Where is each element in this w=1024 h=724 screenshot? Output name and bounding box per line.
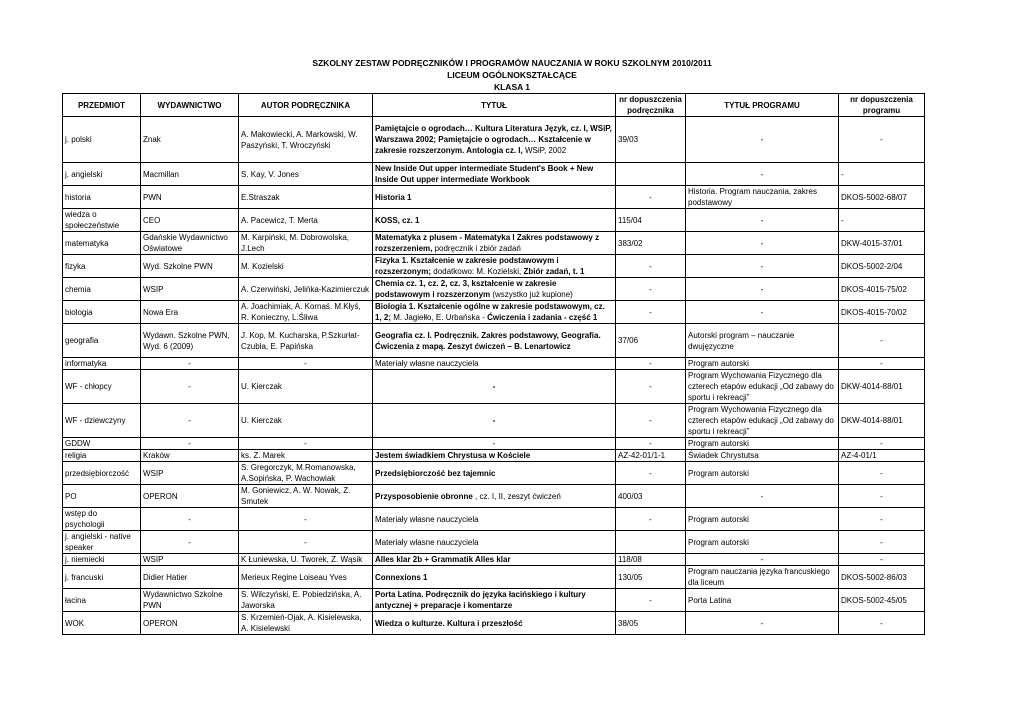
cell-publisher: WSIP [141, 554, 239, 566]
cell-book-permit: - [616, 255, 686, 278]
cell-title [373, 163, 616, 186]
cell-program-permit: - [839, 117, 925, 163]
cell-subject: j. niemiecki [63, 554, 141, 566]
cell-program-permit: - [839, 508, 925, 531]
cell-subject: j. angielski [63, 163, 141, 186]
cell-author: M. Goniewicz, A. W. Nowak, Z. Smutek [239, 485, 373, 508]
cell-program-title: Świadek Chrystutsa [686, 450, 839, 462]
cell-program-permit: - [839, 531, 925, 554]
cell-book-permit: 118/08 [616, 554, 686, 566]
cell-subject: geografia [63, 324, 141, 358]
cell-title [373, 301, 616, 324]
cell-program-title: - [686, 117, 839, 163]
cell-title [373, 186, 616, 209]
cell-program-title: Program nauczania języka francuskiego dla liceum [686, 566, 839, 589]
cell-book-permit [616, 163, 686, 186]
table-row [63, 370, 925, 404]
cell-book-permit: - [616, 370, 686, 404]
cell-author: A. Joachimiak, A. Kornaś. M.Kłyś, R. Konieczny, L.Śliwa [239, 301, 373, 324]
cell-program-title: - [686, 163, 839, 186]
cell-program-title: - [686, 554, 839, 566]
table-row [63, 438, 925, 450]
header-book-permit: nr dopuszczenia podręcznika [616, 94, 686, 117]
cell-author: S. Kay, V. Jones [239, 163, 373, 186]
cell-book-permit: 38/05 [616, 612, 686, 635]
cell-program-permit: DKOS-5002-86/03 [839, 566, 925, 589]
cell-program-permit: DKOS-4015-75/02 [839, 278, 925, 301]
cell-program-permit: DKOS-5002-45/05 [839, 589, 925, 612]
cell-program-title: Porta Latina [686, 589, 839, 612]
cell-author: E.Straszak [239, 186, 373, 209]
title-text-t1: Geografia cz. I. Podręcznik. Zakres podstawowy, Geografia. Ćwiczenia z mapą. Zeszyt ćwiczeń – B. Lenartowicz [375, 330, 601, 351]
cell-subject: WF - chłopcy [63, 370, 141, 404]
title-text-t2: Materiały własne nauczyciela [375, 537, 479, 547]
textbook-table [62, 93, 925, 635]
title-text-t1: Pamiętajcie o ogrodach… Kultura Literatura Język, cz. I, WSiP, Warszawa 2002; Pamiętajcie o ogrodach… Kształcenie w zakresie rozszerzonym. Antologia cz. I, [375, 124, 612, 155]
cell-program-permit: DKW-4014-88/01 [839, 404, 925, 438]
cell-title [373, 589, 616, 612]
cell-subject: j. polski [63, 117, 141, 163]
title-text-t1: Historia 1 [375, 192, 412, 202]
cell-program-permit: DKW-4014-88/01 [839, 370, 925, 404]
cell-publisher: OPERON [141, 485, 239, 508]
cell-publisher: Wydawn. Szkolne PWN, Wyd. 6 (2009) [141, 324, 239, 358]
cell-subject: WOK [63, 612, 141, 635]
cell-book-permit: 115/04 [616, 209, 686, 232]
title-text-t1: Alles klar 2b + Grammatik Alles klar [375, 555, 511, 564]
cell-book-permit: 37/06 [616, 324, 686, 358]
cell-title [373, 438, 616, 450]
cell-publisher: - [141, 531, 239, 554]
cell-program-permit: - [839, 358, 925, 370]
cell-subject: WF - dziewczyny [63, 404, 141, 438]
cell-book-permit: - [616, 589, 686, 612]
title-text-t2: Materiały własne nauczyciela [375, 514, 479, 524]
title-text-t2: - [492, 439, 496, 448]
cell-publisher: Gdańskie Wydawnictwo Oświatowe [141, 232, 239, 255]
cell-author: M. Kozielski [239, 255, 373, 278]
cell-book-permit: - [616, 462, 686, 485]
cell-book-permit: AZ-42-01/1-1 [616, 450, 686, 462]
cell-program-permit: - [839, 612, 925, 635]
cell-program-title: Program Wychowania Fizycznego dla czterech etapów edukacji „Od zabawy do sportu i rekreacji” [686, 404, 839, 438]
table-row [63, 508, 925, 531]
cell-title [373, 531, 616, 554]
table-row [63, 531, 925, 554]
cell-publisher: Kraków [141, 450, 239, 462]
cell-subject: GDDW [63, 438, 141, 450]
cell-publisher: Didier Hatier [141, 566, 239, 589]
cell-author: U. Kierczak [239, 404, 373, 438]
cell-program-title: - [686, 209, 839, 232]
header-title: TYTUŁ [373, 94, 616, 117]
cell-title [373, 324, 616, 358]
table-row [63, 324, 925, 358]
cell-program-title: - [686, 301, 839, 324]
cell-book-permit: 383/02 [616, 232, 686, 255]
cell-program-title: Historia. Program nauczania, zakres podstawowy [686, 186, 839, 209]
cell-program-permit: AZ-4-01/1 [839, 450, 925, 462]
cell-title [373, 370, 616, 404]
title-text-t3: Zbiór zadań, t. 1 [523, 267, 585, 276]
cell-publisher: - [141, 370, 239, 404]
cell-subject: wiedza o społeczeństwie [63, 209, 141, 232]
cell-subject: j. francuski [63, 566, 141, 589]
table-row [63, 404, 925, 438]
cell-author: ks. Z. Marek [239, 450, 373, 462]
cell-title [373, 508, 616, 531]
cell-program-permit: DKOS-5002-68/07 [839, 186, 925, 209]
title-text-t2: podręcznik i zbiór zadań [432, 244, 521, 253]
title-text-t2: Materiały własne nauczyciela [375, 359, 479, 368]
cell-publisher: Wyd. Szkolne PWN [141, 255, 239, 278]
cell-title [373, 566, 616, 589]
cell-title [373, 404, 616, 438]
title-text-t1: Chemia cz. 1, cz. 2, cz. 3, kształcenie w zakresie podstawowym i rozszerzonym [375, 279, 557, 299]
cell-program-permit: - [839, 554, 925, 566]
cell-subject: informatyka [63, 358, 141, 370]
cell-book-permit: - [616, 438, 686, 450]
cell-publisher: Nowa Era [141, 301, 239, 324]
table-row [63, 358, 925, 370]
title-text-t2: (wszystko już kupione) [490, 290, 573, 299]
title-text-t2: , cz. I, II, zeszyt ćwiczeń [472, 491, 561, 501]
title-text-t3: Ćwiczenia i zadania - część 1 [487, 313, 598, 322]
cell-title [373, 612, 616, 635]
cell-subject: PO [63, 485, 141, 508]
title-text-t1: - [492, 416, 496, 425]
cell-publisher: Wydawnictwo Szkolne PWN [141, 589, 239, 612]
table-row [63, 117, 925, 163]
header-subject: PRZEDMIOT [63, 94, 141, 117]
cell-program-title: Program autorski [686, 438, 839, 450]
title-text-t1: New Inside Out upper intermediate Student's Book + New Inside Out upper intermediate Workbook [375, 164, 594, 184]
cell-author: A. Pacewicz, T. Merta [239, 209, 373, 232]
cell-publisher: PWN [141, 186, 239, 209]
cell-publisher: Macmillan [141, 163, 239, 186]
title-text-t1: Wiedza o kulturze. Kultura i przeszłość [375, 618, 523, 628]
title-text-t2: dodatkowo: M. Kozielski, [431, 267, 524, 276]
cell-book-permit: - [616, 278, 686, 301]
cell-program-title: Autorski program – nauczanie dwujęzyczne [686, 324, 839, 358]
cell-program-title: Program autorski [686, 358, 839, 370]
cell-program-permit: DKW-4015-37/01 [839, 232, 925, 255]
cell-author: - [239, 438, 373, 450]
title-text-t1: Matematyka z plusem - Matematyka I Zakres podstawowy z rozszerzeniem, [375, 233, 600, 253]
table-header-row [63, 94, 925, 117]
cell-program-permit: - [839, 438, 925, 450]
cell-publisher: - [141, 508, 239, 531]
title-text-t1: KOSS, cz. 1 [375, 215, 420, 225]
cell-author: - [239, 531, 373, 554]
table-row [63, 612, 925, 635]
cell-subject: biologia [63, 301, 141, 324]
cell-author: K Łuniewska, U. Tworek, Z. Wąsik [239, 554, 373, 566]
cell-subject: religia [63, 450, 141, 462]
table-row [63, 554, 925, 566]
title-text-t1: Jestem świadkiem Chrystusa w Kościele [375, 451, 531, 460]
cell-program-title: - [686, 485, 839, 508]
title-text-t1: - [492, 382, 496, 391]
cell-publisher: - [141, 404, 239, 438]
cell-publisher: Znak [141, 117, 239, 163]
cell-book-permit: - [616, 508, 686, 531]
cell-program-title: Program autorski [686, 508, 839, 531]
title-text-t1: Fizyka 1. Kształcenie w zakresie podstawowym i rozszerzonym; [375, 256, 559, 276]
table-row [63, 485, 925, 508]
cell-subject: przedsiębiorczość [63, 462, 141, 485]
cell-subject: historia [63, 186, 141, 209]
cell-book-permit: - [616, 301, 686, 324]
cell-book-permit: - [616, 404, 686, 438]
cell-program-title: - [686, 255, 839, 278]
title-text-t1: Porta Latina. Podręcznik do języka łacińskiego i kultury antycznej + preparacje i komentarze [375, 590, 586, 610]
table-row [63, 278, 925, 301]
cell-author: M. Karpiński, M. Dobrowolska, J.Lech [239, 232, 373, 255]
document-title: SZKOLNY ZESTAW PODRĘCZNIKÓW I PROGRAMÓW NAUCZANIA W ROKU SZKOLNYM 2010/2011 [312, 58, 712, 68]
cell-book-permit: - [616, 358, 686, 370]
cell-program-permit: DKOS-4015-70/02 [839, 301, 925, 324]
header-program-permit: nr dopuszczenia programu [839, 94, 925, 117]
cell-author: A. Czerwiński, Jelińka-Kazimierczuk [239, 278, 373, 301]
cell-book-permit: 400/03 [616, 485, 686, 508]
cell-author: S. Wilczyński, E. Pobiedzińska, A. Jaworska [239, 589, 373, 612]
cell-publisher: OPERON [141, 612, 239, 635]
table-row [63, 232, 925, 255]
cell-title [373, 278, 616, 301]
header-author: AUTOR PODRĘCZNIKA [239, 94, 373, 117]
cell-title [373, 209, 616, 232]
cell-program-title: - [686, 612, 839, 635]
cell-subject: j. angielski - native speaker [63, 531, 141, 554]
table-row [63, 566, 925, 589]
table-row [63, 186, 925, 209]
cell-book-permit: 39/03 [616, 117, 686, 163]
cell-title [373, 554, 616, 566]
table-row [63, 589, 925, 612]
cell-publisher: - [141, 438, 239, 450]
table-row [63, 209, 925, 232]
cell-author: S. Krzemień-Ojak, A. Kisielewska, A. Kisielewski [239, 612, 373, 635]
cell-author: - [239, 508, 373, 531]
cell-author: Merieux Regine Loiseau Yves [239, 566, 373, 589]
cell-program-permit: - [839, 209, 925, 232]
cell-program-title: - [686, 232, 839, 255]
cell-author: A. Makowiecki, A. Markowski, W. Paszyński, T. Wroczyński [239, 117, 373, 163]
class-label: KLASA 1 [493, 82, 531, 92]
cell-subject: chemia [63, 278, 141, 301]
title-text-t1: Przysposobienie obronne [375, 491, 473, 501]
cell-title [373, 358, 616, 370]
cell-title [373, 462, 616, 485]
table-row [63, 255, 925, 278]
cell-title [373, 485, 616, 508]
title-text-t2: M. Jagiełło, E. Urbańska - [391, 313, 488, 322]
title-text-t1: Connexions 1 [375, 572, 428, 582]
cell-book-permit: 130/05 [616, 566, 686, 589]
table-row [63, 301, 925, 324]
table-row [63, 462, 925, 485]
table-row [63, 163, 925, 186]
cell-publisher: WSIP [141, 462, 239, 485]
cell-publisher: - [141, 358, 239, 370]
cell-program-permit: - [839, 324, 925, 358]
cell-author: S. Gregorczyk, M.Romanowska, A.Sopińska, P. Wachowiak [239, 462, 373, 485]
table-row [63, 450, 925, 462]
cell-subject: matematyka [63, 232, 141, 255]
title-text-t1: Przedsiębiorczość bez tajemnic [375, 468, 496, 478]
cell-program-title: Program autorski [686, 531, 839, 554]
cell-publisher: CEO [141, 209, 239, 232]
cell-subject: wstęp do psychologii [63, 508, 141, 531]
cell-author: U. Kierczak [239, 370, 373, 404]
cell-program-title: Program Wychowania Fizycznego dla czterech etapów edukacji „Od zabawy do sportu i rekreacji” [686, 370, 839, 404]
cell-book-permit: - [616, 186, 686, 209]
school-type: LICEUM OGÓLNOKSZTAŁCĄCE [447, 70, 577, 80]
title-text-t1: Biologia 1. Kształcenie ogólne w zakresie podstawowym, cz. 1, 2; [375, 302, 605, 322]
cell-program-permit: - [839, 163, 925, 186]
cell-title [373, 232, 616, 255]
cell-program-permit: - [839, 462, 925, 485]
cell-author: - [239, 358, 373, 370]
cell-program-permit: - [839, 485, 925, 508]
cell-subject: łacina [63, 589, 141, 612]
cell-program-title: - [686, 278, 839, 301]
cell-program-title: Program autorski [686, 462, 839, 485]
cell-title [373, 117, 616, 163]
cell-subject: fizyka [63, 255, 141, 278]
header-program-title: TYTUŁ PROGRAMU [686, 94, 839, 117]
cell-author: J. Kop, M. Kucharska, P.Szkurłat-Czubla, E. Papińska [239, 324, 373, 358]
cell-program-permit: DKOS-5002-2/04 [839, 255, 925, 278]
cell-book-permit [616, 531, 686, 554]
title-text-t2: WSiP, 2002 [522, 146, 567, 155]
cell-title [373, 255, 616, 278]
cell-title [373, 450, 616, 462]
header-publisher: WYDAWNICTWO [141, 94, 239, 117]
cell-publisher: WSIP [141, 278, 239, 301]
